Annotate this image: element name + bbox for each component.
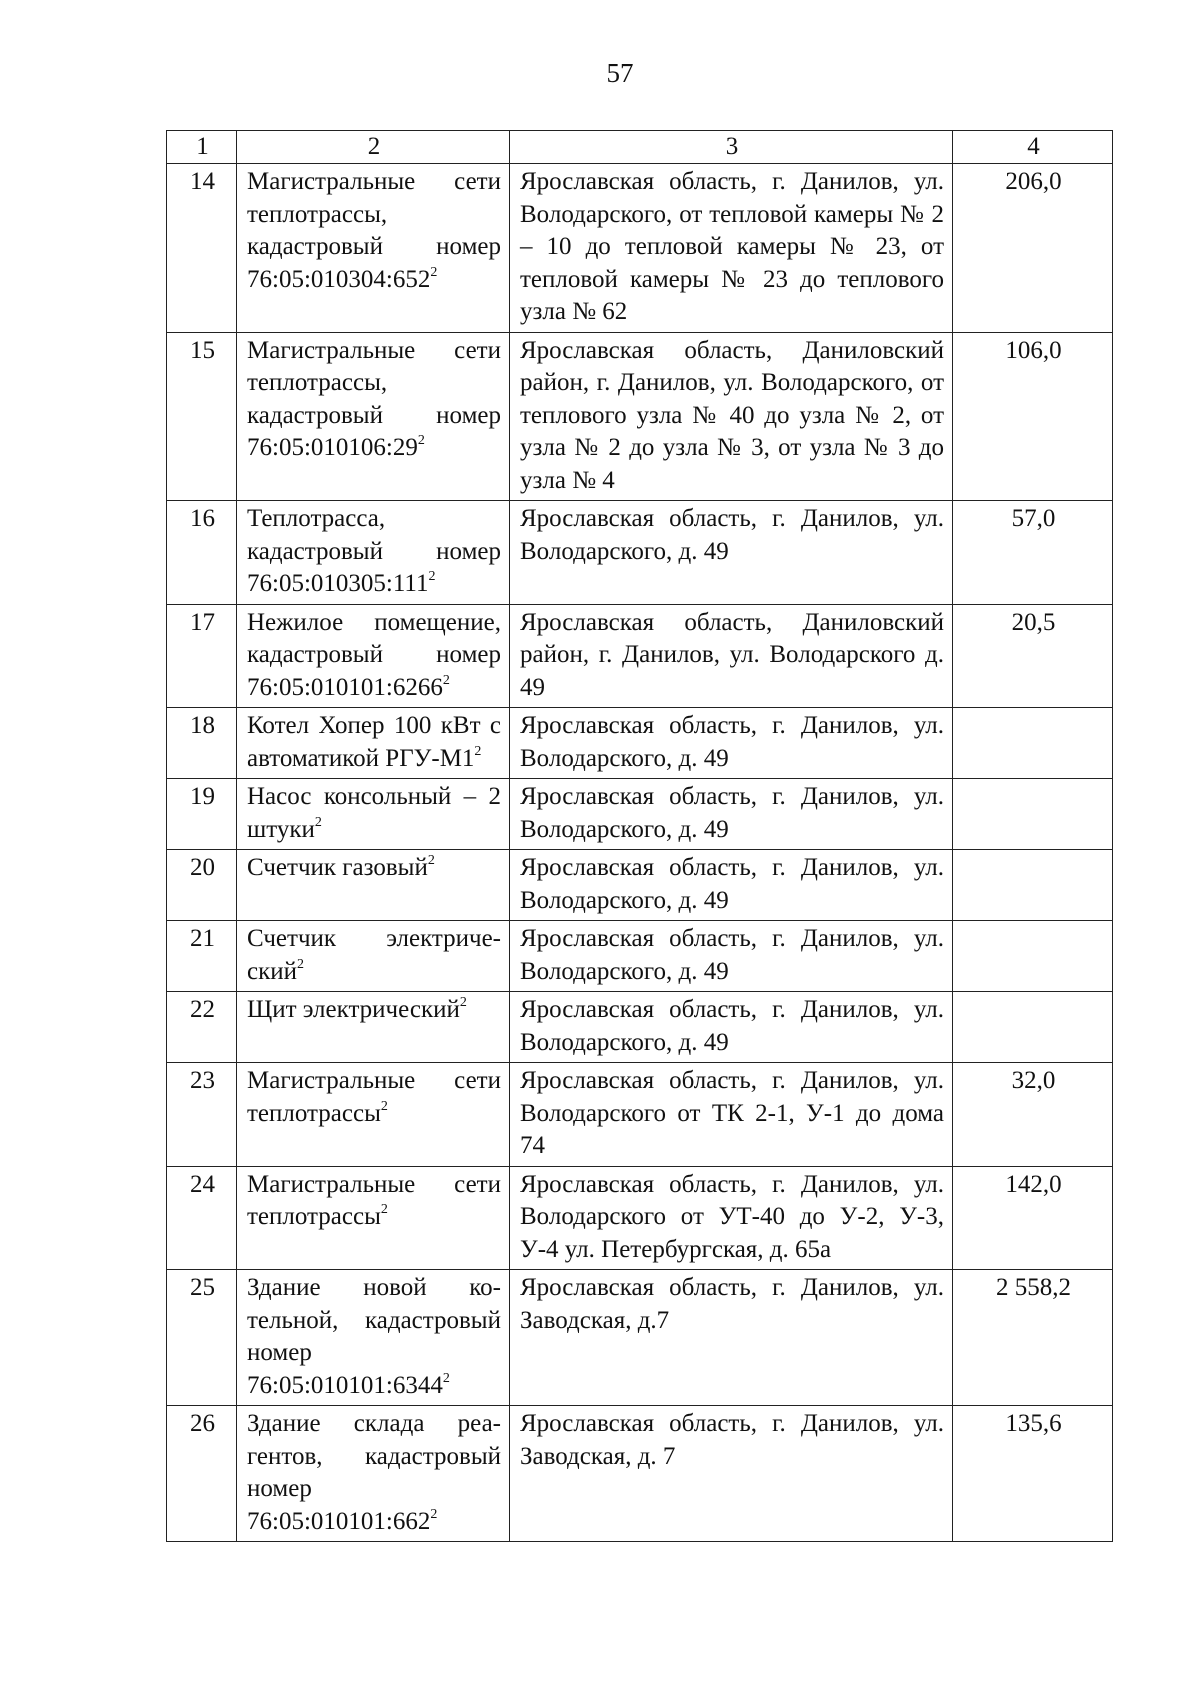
footnote-mark: 2 bbox=[380, 1098, 388, 1114]
row-number: 16 bbox=[167, 501, 237, 605]
object-address: Ярославская область, г. Данилов, ул. Володарского от ТК 2-1, У-1 до дома 74 bbox=[510, 1063, 953, 1167]
object-address: Ярославская область, г. Данилов, ул. Заводская, д.7 bbox=[510, 1270, 953, 1406]
object-name: Насос консольный – 2 штуки$^2$ bbox=[237, 779, 510, 850]
header-cell-1: 1 bbox=[167, 131, 237, 164]
header-cell-2: 2 bbox=[237, 131, 510, 164]
footnote-mark: 2 bbox=[428, 569, 436, 584]
object-value bbox=[953, 708, 1113, 779]
object-name: Котел Хопер 100 кВт с автоматикой РГУ-$М1^2$ bbox=[237, 708, 510, 779]
object-name: Здание новой котельной, кадастровый номер 76:05:010101:6344$^2$ bbox=[237, 1270, 510, 1406]
table-row bbox=[167, 604, 1113, 708]
footnote-mark: 2 bbox=[297, 956, 304, 972]
table-header-row bbox=[167, 131, 1113, 164]
object-address: Ярославская область, Даниловский район, г. Данилов, ул. Володарского д. 49 bbox=[510, 604, 953, 708]
footnote-mark: 2 bbox=[430, 264, 438, 280]
object-address: Ярославская область, г. Данилов, ул. Володарского, д. 49 bbox=[510, 708, 953, 779]
object-value bbox=[953, 850, 1113, 921]
object-address: Ярославская область, г. Данилов, ул. Володарского, от тепловой камеры № 2 – 10 до тепловой камеры № 23, от тепловой камеры № 23 до теплового узла № 62 bbox=[510, 164, 953, 333]
table-row bbox=[167, 332, 1113, 501]
object-name: Щит электрический$^2$ bbox=[237, 992, 510, 1063]
object-value: 135,6 bbox=[953, 1406, 1113, 1542]
object-address: Ярославская область, Даниловский район, г. Данилов, ул. Володарского, от теплового узла № 40 до узла № 2, от узла № 2 до узла № 3, от узла № 3 до узла № 4 bbox=[510, 332, 953, 501]
table-row bbox=[167, 164, 1113, 333]
footnote-mark: 2 bbox=[417, 433, 425, 448]
object-name: Теплотрасса, кадастровый номер $76:05:010305:111^2$ bbox=[237, 501, 510, 605]
row-number: 15 bbox=[167, 332, 237, 501]
table-row bbox=[167, 1063, 1113, 1167]
row-number: 14 bbox=[167, 164, 237, 333]
table-row bbox=[167, 779, 1113, 850]
table-row bbox=[167, 1270, 1113, 1406]
table-row bbox=[167, 850, 1113, 921]
object-name: Магистральные сети теплотрассы, кадастровый номер $76:05:010304:652^2$ bbox=[237, 164, 510, 333]
object-value bbox=[953, 921, 1113, 992]
row-number: 22 bbox=[167, 992, 237, 1063]
object-address: Ярославская область, г. Данилов, ул. Володарского от УТ-40 до У-2, У-3, У-4 ул. Петербургская, д. 65а bbox=[510, 1166, 953, 1270]
footnote-mark: 2 bbox=[427, 853, 435, 868]
object-value: 32,0 bbox=[953, 1063, 1113, 1167]
object-value: 206,0 bbox=[953, 164, 1113, 333]
object-address: Ярославская область, г. Данилов, ул. Володарского, д. 49 bbox=[510, 850, 953, 921]
table-row bbox=[167, 708, 1113, 779]
object-address: Ярославская область, г. Данилов, ул. Заводская, д. 7 bbox=[510, 1406, 953, 1542]
footnote-mark: 2 bbox=[474, 743, 482, 759]
table-row bbox=[167, 1166, 1113, 1270]
footnote-mark: 2 bbox=[442, 1370, 450, 1386]
object-name: Счетчик газовый$^2$ bbox=[237, 850, 510, 921]
object-value: 106,0 bbox=[953, 332, 1113, 501]
object-value: 2 558,2 bbox=[953, 1270, 1113, 1406]
object-address: Ярославская область, г. Данилов, ул. Володарского, д. 49 bbox=[510, 779, 953, 850]
object-address: Ярославская область, г. Данилов, ул. Володарского, д. 49 bbox=[510, 992, 953, 1063]
object-name: Здание склада реагентов, кадастровый номер $76:05:010101:662^2$ bbox=[237, 1406, 510, 1542]
page-number: 57 bbox=[606, 58, 634, 88]
footnote-mark: 2 bbox=[430, 1506, 438, 1522]
object-name: Нежилое помещение, кадастровый номер 76:05:010101:6266$^2$ bbox=[237, 604, 510, 708]
object-name: Магистральные сети теплотрассы$^2$ bbox=[237, 1166, 510, 1270]
row-number: 18 bbox=[167, 708, 237, 779]
header-cell-3: 3 bbox=[510, 131, 953, 164]
row-number: 17 bbox=[167, 604, 237, 708]
object-name: Магистральные сети теплотрассы, кадастровый номер $76:05:010106:29^2$ bbox=[237, 332, 510, 501]
row-number: 26 bbox=[167, 1406, 237, 1542]
footnote-mark: 2 bbox=[314, 814, 322, 830]
footnote-mark: 2 bbox=[442, 672, 450, 688]
footnote-mark: 2 bbox=[459, 995, 467, 1010]
row-number: 24 bbox=[167, 1166, 237, 1270]
table-row bbox=[167, 992, 1113, 1063]
row-number: 20 bbox=[167, 850, 237, 921]
header-cell-4: 4 bbox=[953, 131, 1113, 164]
table-row bbox=[167, 1406, 1113, 1542]
object-value: 142,0 bbox=[953, 1166, 1113, 1270]
footnote-mark: 2 bbox=[380, 1202, 388, 1217]
row-number: 19 bbox=[167, 779, 237, 850]
object-address: Ярославская область, г. Данилов, ул. Володарского, д. 49 bbox=[510, 921, 953, 992]
property-table bbox=[166, 130, 1113, 1542]
table-row bbox=[167, 501, 1113, 605]
object-address: Ярославская область, г. Данилов, ул. Володарского, д. 49 bbox=[510, 501, 953, 605]
row-number: 21 bbox=[167, 921, 237, 992]
table-row bbox=[167, 921, 1113, 992]
object-value bbox=[953, 779, 1113, 850]
object-name: Счетчик электрический$^2$ bbox=[237, 921, 510, 992]
object-value bbox=[953, 992, 1113, 1063]
row-number: 23 bbox=[167, 1063, 237, 1167]
object-name: Магистральные сети теплотрассы$^2$ bbox=[237, 1063, 510, 1167]
object-value: 57,0 bbox=[953, 501, 1113, 605]
row-number: 25 bbox=[167, 1270, 237, 1406]
object-value: 20,5 bbox=[953, 604, 1113, 708]
